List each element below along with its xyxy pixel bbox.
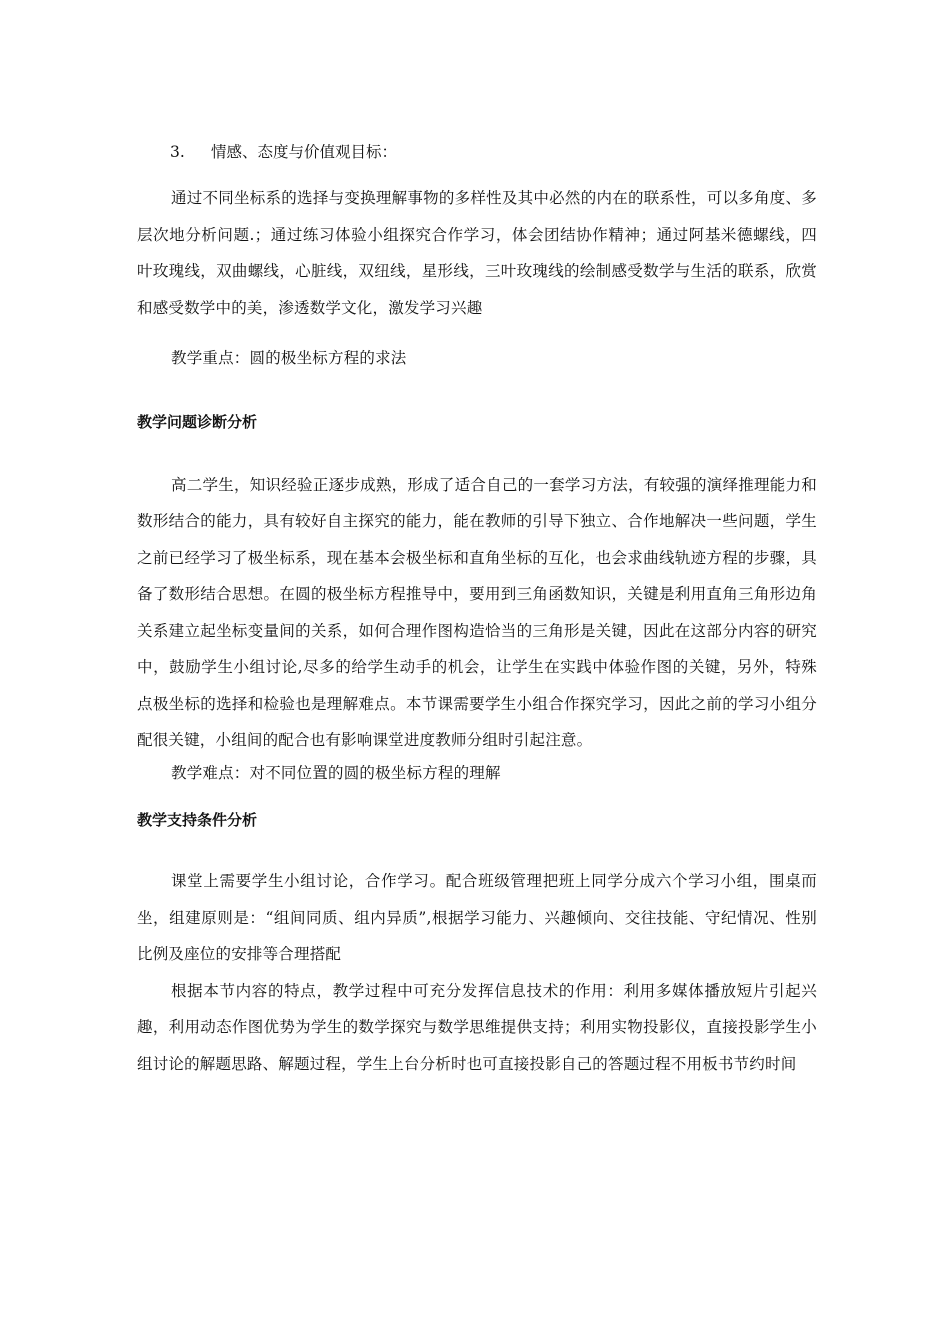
support-paragraph-1: 课堂上需要学生小组讨论，合作学习。配合班级管理把班上同学分成六个学习小组，围桌而坐，组建原则是：“组间同质、组内异质”,根据学习能力、兴趣倾向、交往技能、守纪情况、性别比例及座位的安排等合理搭配	[137, 872, 817, 963]
support-heading: 教学支持条件分析	[137, 811, 258, 829]
goal-paragraph: 通过不同坐标系的选择与变换理解事物的多样性及其中必然的内在的联系性，可以多角度、多层次地分析问题.；通过练习体验小组探究合作学习，体会团结协作精神；通过阿基米德螺线，四叶玫瑰线，双曲螺线，心脏线，双纽线，星形线，三叶玫瑰线的绘制感受数学与生活的联系，欣赏和感受数学中的美，渗透数学文化，激发学习兴趣	[137, 189, 817, 317]
document-body	[137, 134, 817, 1082]
goal-item-heading	[137, 134, 817, 170]
difficulty-text: 教学难点：对不同位置的圆的极坐标方程的理解	[171, 763, 501, 782]
goal-item-number: 3.	[170, 143, 185, 161]
key-point-text: 教学重点：圆的极坐标方程的求法	[171, 349, 407, 367]
support-paragraph-2: 根据本节内容的特点，教学过程中可充分发挥信息技术的作用：利用多媒体播放短片引起兴趣，利用动态作图优势为学生的数学探究与数学思维提供支持；利用实物投影仪，直接投影学生小组讨论的解题思路、解题过程，学生上台分析时也可直接投影自己的答题过程不用板书节约时间	[137, 981, 817, 1073]
goal-item-title: 情感、态度与价值观目标：	[211, 143, 398, 161]
diagnosis-paragraph: 高二学生，知识经验正逐步成熟，形成了适合自己的一套学习方法，有较强的演绎推理能力和数形结合的能力，具有较好自主探究的能力，能在教师的引导下独立、合作地解决一些问题，学生之前已经学习了极坐标系，现在基本会极坐标和直角坐标的互化，也会求曲线轨迹方程的步骤，具备了数形结合思想。在圆的极坐标方程推导中，要用到三角函数知识，关键是利用直角三角形边角关系建立起坐标变量间的关系，如何合理作图构造恰当的三角形是关键，因此在这部分内容的研究中，鼓励学生小组讨论,尽多的给学生动手的机会，让学生在实践中体验作图的关键，另外，特殊点极坐标的选择和检验也是理解难点。本节课需要学生小组合作探究学习，因此之前的学习小组分配很关键，小组间的配合也有影响课堂进度教师分组时引起注意。	[137, 475, 817, 749]
diagnosis-heading: 教学问题诊断分析	[137, 412, 258, 431]
